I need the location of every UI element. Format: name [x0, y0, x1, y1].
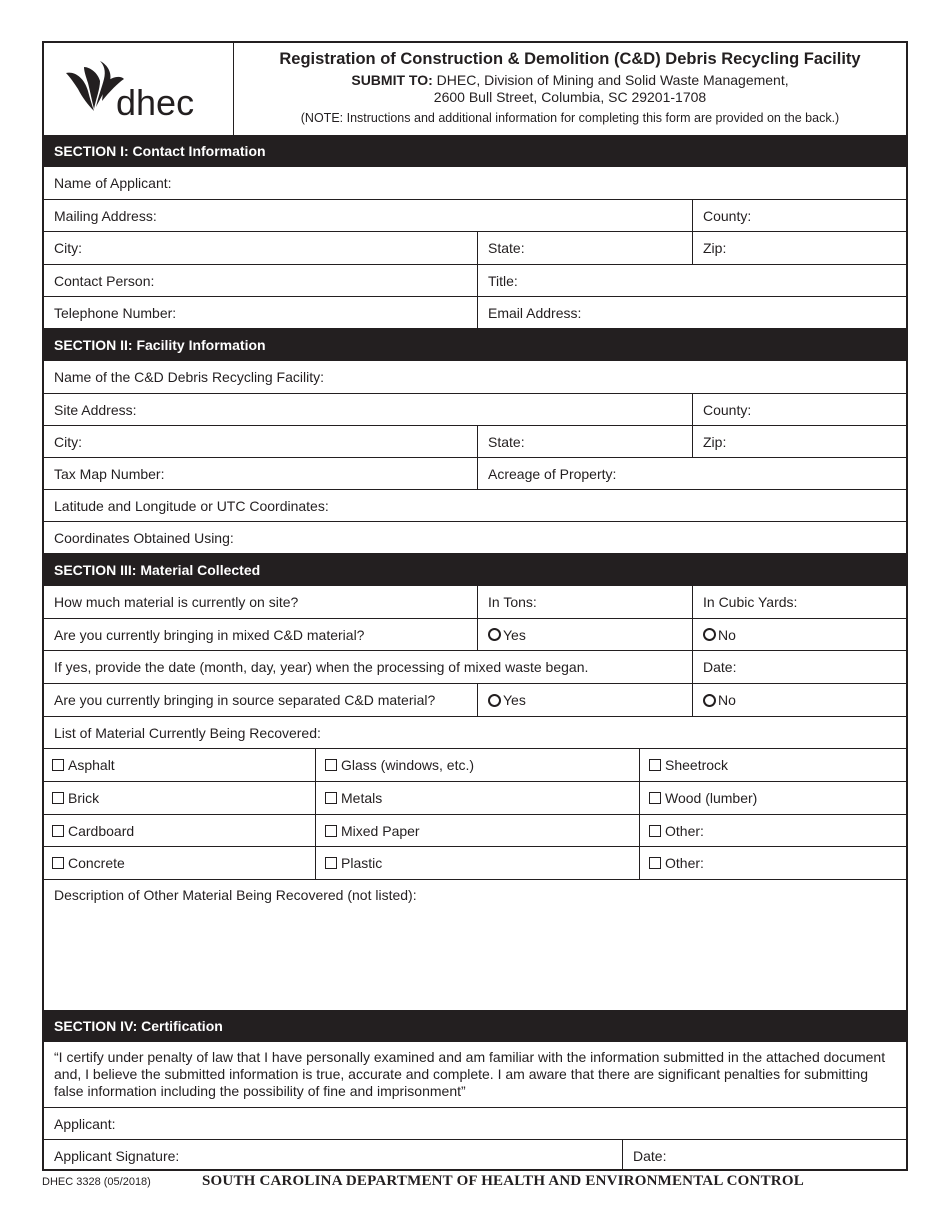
material-other-1[interactable] [639, 815, 906, 846]
coords-obtained-field[interactable] [44, 522, 906, 553]
separated-no-label: No [718, 692, 736, 708]
if-yes-question [44, 651, 692, 683]
site-zip-label: Zip: [703, 433, 727, 450]
mailing-county-field[interactable] [692, 200, 906, 231]
material-other-2[interactable] [639, 847, 906, 879]
form-code: DHEC 3328 (05/2018) [42, 1176, 151, 1188]
site-county-label: County: [703, 401, 752, 418]
email-label: Email Address: [488, 304, 582, 321]
material-label: Metals [341, 790, 383, 806]
state-label: State: [488, 240, 525, 256]
mixed-question [44, 619, 477, 650]
material-label: Sheetrock [665, 757, 729, 773]
cardboard-checkbox[interactable] [52, 825, 64, 837]
mixed-yes-option[interactable] [477, 619, 692, 650]
row-name-of-applicant [44, 167, 906, 200]
contact-person-label: Contact Person: [54, 272, 155, 289]
certification-statement: “I certify under penalty of law that I have personally examined and am familiar with the information submitted in the attached document and, I believe the submitted information is true, accurate and complete. I am aware that there are significant penalties for submitting false information including the possibility of fine and imprisonment” [54, 1049, 886, 1099]
mixed-date-label: Date: [703, 659, 737, 675]
submit-to-line [234, 72, 906, 89]
header-note: (NOTE: Instructions and additional information for completing this form are provided on the back.) [300, 111, 840, 125]
material-label: Cardboard [68, 822, 135, 839]
coords-obtained-label: Coordinates Obtained Using: [54, 529, 234, 546]
row-telephone [44, 297, 906, 329]
applicant-field[interactable] [44, 1108, 906, 1139]
materials-row [44, 815, 906, 847]
row-applicant [44, 1108, 906, 1140]
metals-checkbox[interactable] [325, 792, 337, 804]
row-source-separated [44, 684, 906, 717]
description-label: Description of Other Material Being Recovered (not listed): [54, 887, 417, 903]
separated-yes-radio[interactable] [488, 694, 501, 707]
row-site-city-state-zip [44, 426, 906, 458]
mixed-no-radio[interactable] [703, 628, 716, 641]
name-of-applicant-field[interactable] [44, 167, 906, 199]
mixed-yes-label: Yes [503, 626, 526, 643]
material-sheetrock[interactable] [639, 749, 906, 781]
separated-yes-label: Yes [503, 692, 526, 708]
acreage-field[interactable] [477, 458, 906, 489]
row-mixed-material [44, 619, 906, 651]
row-coords-obtained [44, 522, 906, 554]
material-brick[interactable] [44, 782, 315, 814]
facility-name-label: Name of the C&D Debris Recycling Facility: [54, 369, 324, 385]
site-city-label: City: [54, 433, 82, 450]
mixed-paper-checkbox[interactable] [325, 825, 337, 837]
city-label: City: [54, 240, 82, 256]
facility-name-field[interactable] [44, 361, 906, 393]
separated-question-label: Are you currently bringing in source separated C&D material? [54, 692, 436, 708]
site-address-field[interactable] [44, 394, 692, 425]
wood-checkbox[interactable] [649, 792, 661, 804]
if-yes-label: If yes, provide the date (month, day, year) when the processing of mixed waste began. [54, 659, 589, 675]
row-city-state-zip [44, 232, 906, 265]
applicant-label: Applicant: [54, 1115, 116, 1132]
separated-yes-option[interactable] [477, 684, 692, 716]
zip-label: Zip: [703, 240, 727, 256]
asphalt-checkbox[interactable] [52, 759, 64, 771]
state-field[interactable] [477, 232, 692, 264]
name-of-applicant-label: Name of Applicant: [54, 175, 172, 191]
certification-row [44, 1042, 906, 1108]
zip-field[interactable] [692, 232, 906, 264]
material-label: Other: [665, 855, 704, 871]
separated-question [44, 684, 477, 716]
site-state-label: State: [488, 433, 525, 450]
material-wood[interactable] [639, 782, 906, 814]
mixed-question-label: Are you currently bringing in mixed C&D material? [54, 626, 365, 643]
material-concrete[interactable] [44, 847, 315, 879]
registration-form [42, 41, 908, 1171]
material-label: Asphalt [68, 757, 115, 773]
site-county-field[interactable] [692, 394, 906, 425]
material-metals[interactable] [315, 782, 639, 814]
mailing-address-field[interactable] [44, 200, 692, 231]
telephone-label: Telephone Number: [54, 304, 177, 321]
section2-heading: SECTION II: Facility Information [44, 329, 906, 361]
row-if-yes-date [44, 651, 906, 684]
row-how-much [44, 586, 906, 619]
row-list-label [44, 717, 906, 749]
description-area[interactable] [44, 880, 906, 1010]
row-mailing-address [44, 200, 906, 232]
county-label: County: [703, 207, 752, 224]
signature-field[interactable] [44, 1140, 622, 1171]
other-2-checkbox[interactable] [649, 857, 661, 869]
title-field[interactable] [477, 265, 906, 296]
dhec-logo-icon [44, 43, 233, 135]
form-title: Registration of Construction & Demolition (C&D) Debris Recycling Facility [279, 50, 861, 68]
contact-person-field[interactable] [44, 265, 477, 296]
site-address-label: Site Address: [54, 401, 137, 418]
material-label: Wood (lumber) [665, 790, 758, 806]
material-label: Concrete [68, 855, 125, 871]
material-asphalt[interactable] [44, 749, 315, 781]
signature-date-label: Date: [633, 1147, 667, 1164]
submit-to-label: SUBMIT TO: [351, 72, 433, 88]
submit-to-text: DHEC, Division of Mining and Solid Waste Management, [436, 72, 789, 88]
other-1-checkbox[interactable] [649, 825, 661, 837]
sheetrock-checkbox[interactable] [649, 759, 661, 771]
materials-row [44, 782, 906, 815]
lat-long-label: Latitude and Longitude or UTC Coordinates: [54, 497, 329, 514]
mixed-no-option[interactable] [692, 619, 906, 650]
signature-label: Applicant Signature: [54, 1147, 180, 1164]
material-label: Brick [68, 790, 100, 806]
in-tons-label: In Tons: [488, 594, 537, 610]
material-glass[interactable] [315, 749, 639, 781]
in-cubic-yards-label: In Cubic Yards: [703, 594, 798, 610]
lat-long-field[interactable] [44, 490, 906, 521]
telephone-field[interactable] [44, 297, 477, 328]
material-label: Other: [665, 822, 704, 839]
email-field[interactable] [477, 297, 906, 328]
site-city-field[interactable] [44, 426, 477, 457]
city-field[interactable] [44, 232, 477, 264]
material-plastic[interactable] [315, 847, 639, 879]
mixed-yes-radio[interactable] [488, 628, 501, 641]
site-zip-field[interactable] [692, 426, 906, 457]
concrete-checkbox[interactable] [52, 857, 64, 869]
submit-address: 2600 Bull Street, Columbia, SC 29201-1708 [433, 89, 707, 105]
section4-heading: SECTION IV: Certification [44, 1010, 906, 1042]
title-label: Title: [488, 272, 518, 289]
acreage-label: Acreage of Property: [488, 465, 617, 482]
material-label: Glass (windows, etc.) [341, 757, 475, 773]
department-name: SOUTH CAROLINA DEPARTMENT OF HEALTH AND ENVIRONMENTAL CONTROL [202, 1173, 804, 1189]
row-signature [44, 1140, 906, 1171]
mixed-date-field[interactable] [692, 651, 906, 683]
separated-no-radio[interactable] [703, 694, 716, 707]
list-label: List of Material Currently Being Recovered: [54, 724, 321, 741]
mixed-no-label: No [718, 626, 736, 643]
row-tax-map [44, 458, 906, 490]
row-facility-name [44, 361, 906, 394]
how-much-question [44, 586, 477, 618]
material-label: Mixed Paper [341, 822, 420, 839]
glass-checkbox[interactable] [325, 759, 337, 771]
logo-text: dhec [116, 82, 195, 123]
row-site-address [44, 394, 906, 426]
how-much-label: How much material is currently on site? [54, 594, 299, 610]
mailing-address-label: Mailing Address: [54, 207, 157, 224]
tax-map-field[interactable] [44, 458, 477, 489]
material-label: Plastic [341, 855, 383, 871]
tax-map-label: Tax Map Number: [54, 465, 165, 482]
header-text [234, 43, 906, 135]
plastic-checkbox[interactable] [325, 857, 337, 869]
section1-heading: SECTION I: Contact Information [44, 135, 906, 167]
row-lat-long [44, 490, 906, 522]
dhec-logo [44, 43, 234, 135]
separated-no-option[interactable] [692, 684, 906, 716]
brick-checkbox[interactable] [52, 792, 64, 804]
form-header [44, 43, 906, 136]
row-contact-person [44, 265, 906, 297]
in-cubic-yards-field[interactable] [692, 586, 906, 618]
list-label-cell [44, 717, 906, 748]
material-mixed-paper[interactable] [315, 815, 639, 846]
material-cardboard[interactable] [44, 815, 315, 846]
signature-date-field[interactable] [622, 1140, 906, 1171]
section3-heading: SECTION III: Material Collected [44, 554, 906, 586]
materials-row [44, 847, 906, 880]
site-state-field[interactable] [477, 426, 692, 457]
materials-row [44, 749, 906, 782]
in-tons-field[interactable] [477, 586, 692, 618]
